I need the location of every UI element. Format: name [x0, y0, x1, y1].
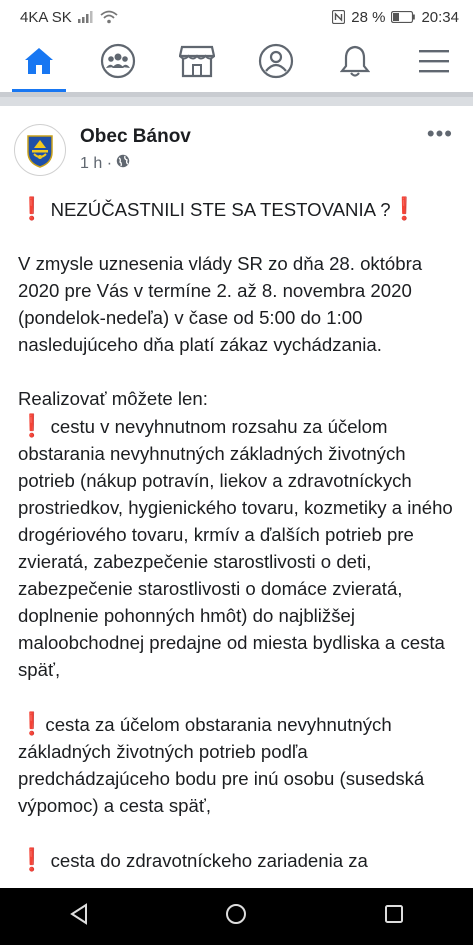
coat-of-arms-logo	[20, 130, 60, 170]
hamburger-menu-icon	[419, 48, 449, 79]
shop-icon	[179, 44, 215, 83]
list-item-text: cesta do zdravotníckeho zariadenia za	[45, 850, 368, 871]
recents-button[interactable]	[364, 888, 424, 945]
post-time[interactable]: 1 h ·	[80, 154, 113, 172]
tab-home[interactable]	[9, 34, 69, 92]
tab-notifications[interactable]	[325, 34, 385, 92]
exclamation-icon: ❗	[18, 847, 46, 872]
list-item	[18, 846, 463, 874]
list-item-text: cesta za účelom obstarania nevyhnutných základných životných potrieb podľa predchádzajúceho bodu pre inú osobu (susedská výpomoc) a cesta späť,	[18, 714, 425, 816]
exclamation-icon: ❗	[18, 196, 46, 221]
post-headline	[18, 195, 463, 223]
list-item	[18, 710, 463, 819]
post-paragraph: Realizovať môžete len:	[18, 388, 208, 409]
globe-icon	[116, 154, 130, 173]
post-text	[18, 195, 463, 874]
exclamation-icon: ❗	[18, 711, 46, 736]
tab-menu[interactable]	[404, 34, 464, 92]
profile-icon	[258, 43, 294, 84]
status-bar	[0, 0, 473, 34]
carrier-label: 4KA SK	[20, 8, 72, 26]
list-item-text: cestu v nevyhnutnom rozsahu za účelom obstarania nevyhnutných základných životných potrieb (nákup potravín, liekov a zdravotníckych prostriedkov, hygienického tovaru, kozmetiky a iného drogériového tovaru, krmív a ďalších potrieb pre zvieratá, zabezpečenie starostlivosti o deti, zabezpečenie starostlivosti o domáce zvieratá, doplnenie pohonných hmôt) do najbližšej maloobchodnej predajne od miesta bydliska a cesta späť,	[18, 416, 453, 680]
exclamation-icon: ❗	[390, 196, 418, 221]
home-button[interactable]	[206, 888, 266, 945]
battery-icon	[391, 11, 415, 23]
tab-profile[interactable]	[246, 34, 306, 92]
exclamation-icon: ❗	[18, 413, 46, 438]
back-button[interactable]	[49, 888, 109, 945]
page-name[interactable]: Obec Bánov	[80, 126, 191, 147]
tab-marketplace[interactable]	[167, 34, 227, 92]
signal-icon	[78, 11, 94, 23]
home-icon	[23, 46, 55, 81]
clock: 20:34	[421, 8, 459, 26]
bell-icon	[340, 44, 370, 83]
more-options-icon[interactable]: •••	[426, 121, 453, 146]
recents-square-icon	[384, 904, 404, 929]
wifi-icon	[100, 10, 118, 24]
page-avatar[interactable]	[14, 124, 66, 176]
battery-percent: 28 %	[351, 8, 386, 26]
list-item	[18, 412, 463, 683]
nfc-icon	[332, 10, 345, 24]
back-triangle-icon	[69, 903, 89, 930]
post-paragraph: V zmysle uznesenia vlády SR zo dňa 28. októbra 2020 pre Vás v termíne 2. až 8. novembra 2020 (pondelok-nedeľa) v čase od 5:00 do 1:00 nasledujúceho dňa platí zákaz vychádzania.	[18, 253, 423, 355]
system-navigation-bar	[0, 888, 473, 945]
post-meta	[80, 154, 130, 173]
feed-separator	[0, 97, 473, 106]
home-circle-icon	[225, 903, 247, 930]
tab-groups[interactable]	[88, 34, 148, 92]
post-header	[14, 121, 459, 180]
groups-icon	[100, 43, 136, 84]
headline-text: NEZÚČASTNILI STE SA TESTOVANIA ?	[50, 199, 391, 220]
top-nav-bar	[0, 34, 473, 92]
